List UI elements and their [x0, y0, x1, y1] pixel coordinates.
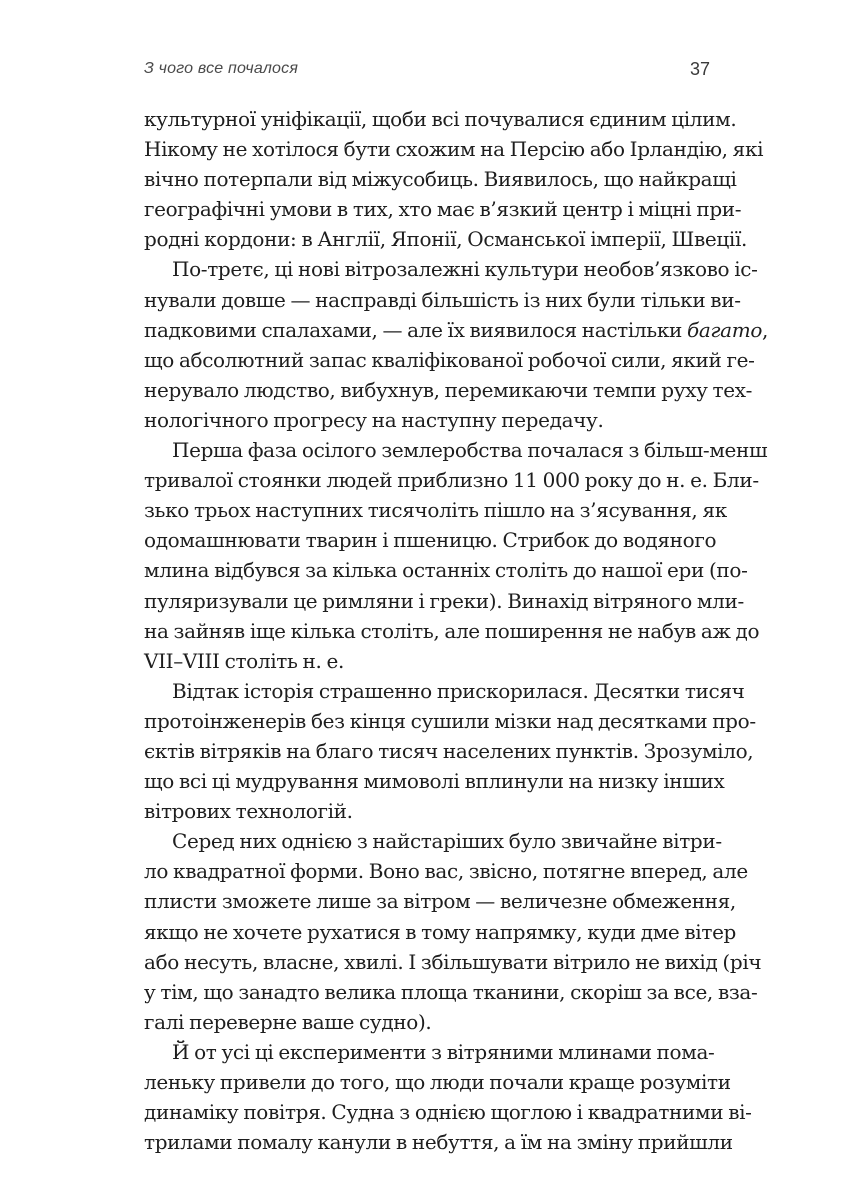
- text-line: Й от усі ці експерименти з вітряними млинами помa-: [172, 1039, 715, 1064]
- text-line: нерувало людство, вибухнув, перемикаючи темпи руху тех-: [144, 377, 753, 402]
- text-line: вічно потерпали від міжусобиць. Виявилось, що найкращі: [144, 167, 737, 192]
- text-line: Серед них однією з найстаріших було звичайне вітри-: [172, 829, 722, 854]
- text-line: на зайняв іще кілька століть, але поширення не набув аж до: [144, 618, 760, 643]
- page-number: 37: [689, 59, 710, 79]
- text-line: або несуть, власне, хвилі. І збільшувати вітрило не вихід (річ: [144, 949, 762, 974]
- text-line: пуляризували це римляни і греки). Винахід вітряного мли-: [144, 588, 744, 613]
- text-line: нували довше — насправді більшість із них були тільки ви-: [144, 287, 741, 312]
- text-line: Нікому не хотілося бути схожим на Персію або Ірландію, які: [144, 137, 764, 162]
- emphasis: багато: [686, 317, 763, 342]
- text-line: одомашнювати тварин і пшеницю. Стрибок до водяного: [144, 528, 717, 553]
- paragraph: [144, 435, 768, 676]
- text-line: нологічного прогресу на наступну передачу.: [144, 407, 604, 432]
- body-text: [144, 104, 769, 1157]
- text-line: родні кордони: в Англії, Японії, Османської імперії, Швеції.: [144, 227, 747, 252]
- text-line: тривалої стоянки людей приблизно 11 000 року до н. е. Бли-: [144, 468, 759, 493]
- text-line: єктів вітряків на благо тисяч населених пунктів. Зрозуміло,: [144, 738, 754, 763]
- text-line: вітрових технологій.: [144, 799, 353, 824]
- text-line: у тім, що занадто велика площа тканини, скоріш за все, взa-: [144, 979, 758, 1004]
- text-line: VII–VIII століть н. е.: [144, 648, 345, 673]
- paragraph: [144, 1037, 752, 1157]
- text-line: плисти зможете лише за вітром — величезне обмеження,: [144, 889, 736, 914]
- text-line: ло квадратної форми. Воно вас, звісно, потягне вперед, але: [144, 859, 748, 884]
- text-line: галі переверне ваше судно).: [144, 1009, 432, 1034]
- text-line: протоінженерів без кінця сушили мізки над десятками про-: [144, 708, 756, 733]
- text-line: По-третє, ці нові вітрозалежні культури необов’язково іс-: [172, 257, 758, 282]
- text-line: культурної уніфікації, щоби всі почувалися єдиним цілим.: [144, 107, 737, 131]
- text-line: трилами помалу канули в небуття, а їм на зміну прийшли: [144, 1130, 733, 1155]
- text-line: що всі ці мудрування мимоволі вплинули на низку інших: [144, 769, 725, 794]
- text-line: Відтак історія страшенно прискорилася. Десятки тисяч: [172, 678, 745, 703]
- text-line: зько трьох наступних тисячоліть пішло на з’ясування, як: [144, 498, 727, 523]
- text-line: динаміку повітря. Судна з однією щоглою і квадратними ві-: [144, 1100, 752, 1125]
- text-line: падковими спалахами, — але їх виявилося настільки багато,: [144, 317, 769, 342]
- paragraph: [144, 104, 764, 254]
- text-line: млина відбувся за кілька останніх століть до нашої ери (по-: [144, 558, 748, 583]
- running-header: [144, 60, 712, 86]
- paragraph: [144, 254, 769, 435]
- running-title: З чого все почалося: [144, 60, 299, 77]
- text-line: що абсолютний запас кваліфікованої робочої сили, який ге-: [144, 347, 755, 372]
- text-line: леньку привели до того, що люди почали краще розуміти: [144, 1070, 731, 1094]
- paragraph: [144, 676, 756, 826]
- paragraph: [144, 826, 762, 1037]
- text-line: Перша фаза осілого землеробства почалася з більш-менш: [172, 438, 768, 463]
- text-line: географічні умови в тих, хто має в’язкий центр і міцні при-: [144, 197, 742, 222]
- text-line: якщо не хочете рухатися в тому напрямку, куди дме вітер: [144, 919, 737, 944]
